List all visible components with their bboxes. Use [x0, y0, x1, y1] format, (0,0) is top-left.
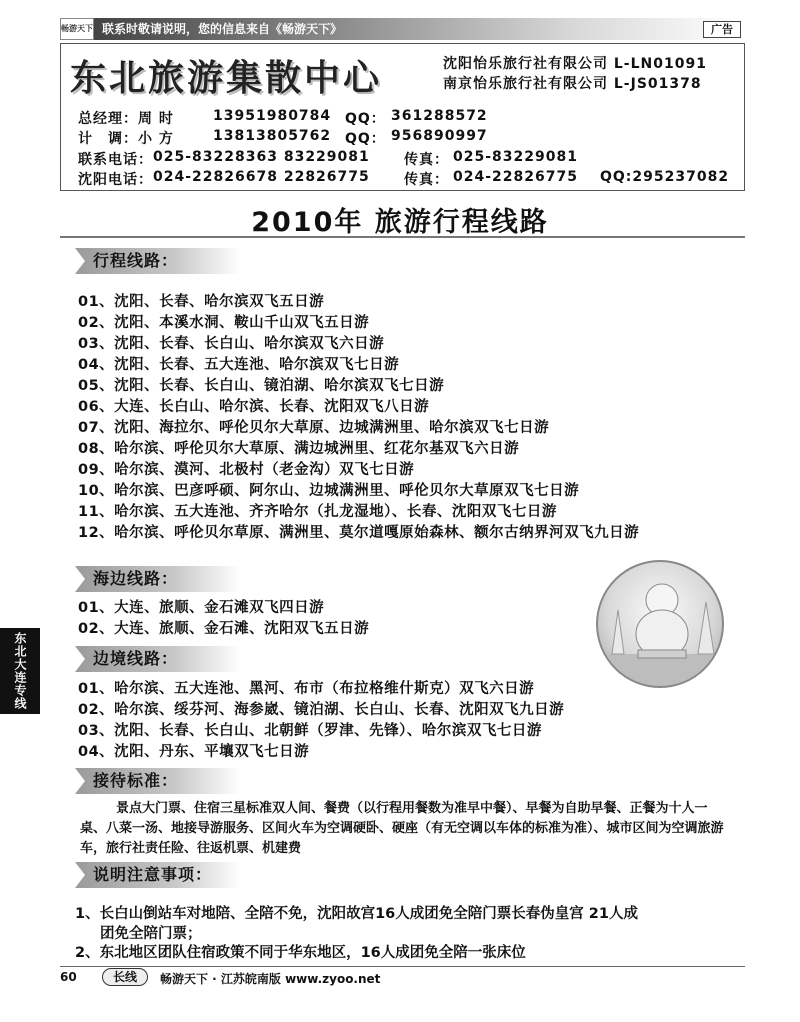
brand-title: 东北旅游集散中心: [70, 57, 383, 99]
publication-logo: 畅游天下: [60, 18, 94, 40]
company-shenyang: 沈阳怡乐旅行社有限公司 L-LN01091: [443, 56, 707, 72]
ice-sculpture-photo: [596, 560, 724, 688]
contact-phone: 13951980784: [213, 108, 332, 124]
border-item: 03、沈阳、长春、长白山、北朝鲜（罗津、先锋）、哈尔滨双飞七日游: [78, 723, 542, 739]
top-banner: [60, 18, 745, 40]
ad-label: 广告: [703, 21, 741, 38]
fax-number: 025-83229081: [453, 149, 578, 165]
section-pill: 长线: [102, 968, 148, 986]
phone-label: 沈阳电话：: [78, 172, 153, 188]
border-item: 04、沈阳、丹东、平壤双飞七日游: [78, 744, 310, 760]
contact-label: 计 调：小 方: [78, 131, 174, 147]
phone-label: 联系电话：: [78, 152, 153, 168]
footer-divider: [60, 966, 745, 967]
route-item: 04、沈阳、长春、五大连池、哈尔滨双飞七日游: [78, 357, 400, 373]
note-item: 1、长白山倒站车对地陪、全陪不免，沈阳故宫16人成团免全陪门票长春伪皇宫 21人成: [75, 906, 638, 922]
extra-qq: QQ:295237082: [600, 169, 730, 185]
route-item: 06、大连、长白山、哈尔滨、长春、沈阳双飞八日游: [78, 399, 430, 415]
phone-numbers: 025-83228363 83229081: [153, 149, 370, 165]
qq-number: 956890997: [391, 128, 488, 144]
page-title: 2010年 旅游行程线路: [251, 207, 549, 238]
route-item: 12、哈尔滨、呼伦贝尔草原、满洲里、莫尔道嘎原始森林、额尔古纳界河双飞九日游: [78, 525, 640, 541]
route-item: 08、哈尔滨、呼伦贝尔大草原、满边城洲里、红花尔基双飞六日游: [78, 441, 520, 457]
page-number: 60: [60, 970, 77, 984]
section-heading-seaside: 海边线路：: [75, 566, 240, 592]
border-item: 02、哈尔滨、绥芬河、海参崴、镜泊湖、长白山、长春、沈阳双飞九日游: [78, 702, 565, 718]
qq-label: QQ：: [345, 111, 386, 127]
section-heading-border: 边境线路：: [75, 646, 240, 672]
fax-label: 传真：: [404, 152, 449, 168]
seaside-item: 01、大连、旅顺、金石滩双飞四日游: [78, 600, 325, 616]
route-item: 09、哈尔滨、漠河、北极村（老金沟）双飞七日游: [78, 462, 415, 478]
company-nanjing: 南京怡乐旅行社有限公司 L-JS01378: [443, 76, 702, 92]
contact-phone: 13813805762: [213, 128, 332, 144]
standard-text: 景点大门票、住宿三星标准双人间、餐费（以行程用餐数为准早中餐）、早餐为自助早餐、正餐为十人一桌、八菜一汤、地接导游服务、区间火车为空调硬卧、硬座（有无空调以车体的标准为准）、城市区间为空调旅游车，旅行社责任险、往返机票、机建费: [80, 801, 724, 856]
route-item: 11、哈尔滨、五大连池、齐齐哈尔（扎龙湿地）、长春、沈阳双飞七日游: [78, 504, 557, 520]
section-heading-standard: 接待标准：: [75, 768, 240, 794]
section-heading-notes: 说明注意事项：: [75, 862, 240, 888]
standard-paragraph: [80, 799, 730, 859]
route-item: 05、沈阳、长春、长白山、镜泊湖、哈尔滨双飞七日游: [78, 378, 445, 394]
fax-label: 传真：: [404, 172, 449, 188]
route-item: 03、沈阳、长春、长白山、哈尔滨双飞六日游: [78, 336, 385, 352]
section-heading-routes: 行程线路：: [75, 248, 240, 274]
contact-label: 总经理：周 时: [78, 111, 174, 127]
route-item: 10、哈尔滨、巴彦呼硕、阿尔山、边城满洲里、呼伦贝尔大草原双飞七日游: [78, 483, 580, 499]
publisher-info: 畅游天下 · 江苏皖南版 www.zyoo.net: [160, 972, 381, 986]
fax-number: 024-22826775: [453, 169, 578, 185]
qq-number: 361288572: [391, 108, 488, 124]
route-item: 07、沈阳、海拉尔、呼伦贝尔大草原、边城满洲里、哈尔滨双飞七日游: [78, 420, 550, 436]
seaside-item: 02、大连、旅顺、金石滩、沈阳双飞五日游: [78, 621, 370, 637]
phone-numbers: 024-22826678 22826775: [153, 169, 370, 185]
banner-notice: 联系时敬请说明，您的信息来自《畅游天下》: [102, 22, 343, 36]
border-item: 01、哈尔滨、五大连池、黑河、布市（布拉格维什斯克）双飞六日游: [78, 681, 535, 697]
note-item: 2、东北地区团队住宿政策不同于华东地区，16人成团免全陪一张床位: [75, 945, 526, 961]
title-divider: [60, 236, 745, 238]
note-item-cont: 团免全陪门票；: [100, 926, 202, 942]
qq-label: QQ：: [345, 131, 386, 147]
side-section-tab: 东北大连专线: [0, 628, 40, 714]
route-item: 01、沈阳、长春、哈尔滨双飞五日游: [78, 294, 325, 310]
route-item: 02、沈阳、本溪水洞、鞍山千山双飞五日游: [78, 315, 370, 331]
